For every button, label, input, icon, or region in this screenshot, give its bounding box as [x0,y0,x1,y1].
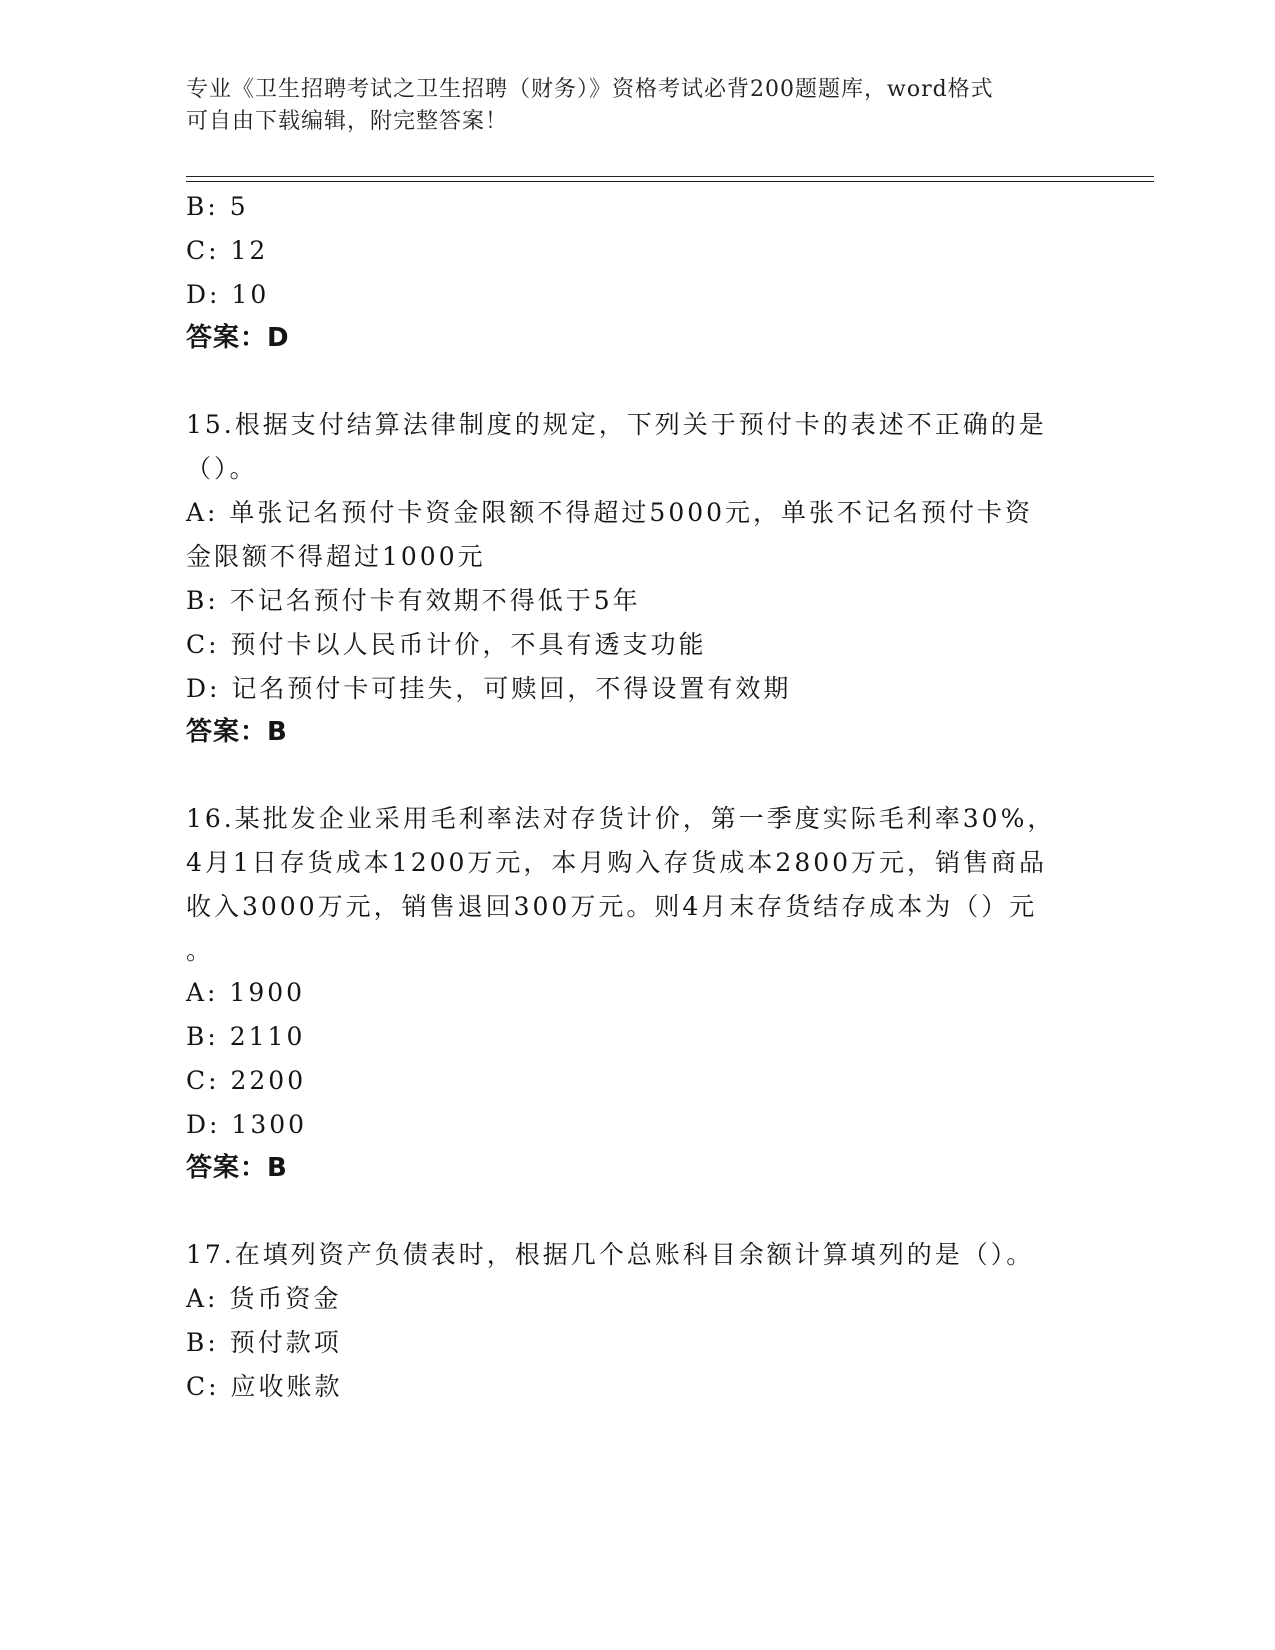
header-title-line-1: 专业《卫生招聘考试之卫生招聘（财务）》资格考试必背200题题库，word格式 [186,77,994,102]
document-header [186,74,1076,138]
q15-option-d: D: 记名预付卡可挂失，可赎回，不得设置有效期 [186,674,792,703]
q16-stem-line-4: 。 [186,936,215,965]
q14-answer: 答案：D [186,323,290,353]
q16-stem-line-2: 4月1日存货成本1200万元，本月购入存货成本2800万元，销售商品 [186,848,1048,877]
q17-stem-line-1: 17.在填列资产负债表时，根据几个总账科目余额计算填列的是（）。 [186,1240,1035,1269]
q16-option-b: B: 2110 [186,1022,306,1051]
q15-option-c: C: 预付卡以人民币计价，不具有透支功能 [186,630,707,659]
q15-stem-line-2: （）。 [186,454,258,483]
header-divider-bottom [186,181,1154,182]
q14-option-b: B: 5 [186,192,249,221]
q15-option-b: B: 不记名预付卡有效期不得低于5年 [186,586,641,615]
q15-stem-line-1: 15.根据支付结算法律制度的规定，下列关于预付卡的表述不正确的是 [186,410,1047,439]
q16-stem-line-1: 16.某批发企业采用毛利率法对存货计价，第一季度实际毛利率30%， [186,804,1056,833]
q16-option-c: C: 2200 [186,1066,307,1095]
header-divider-top [186,176,1154,177]
q17-option-a: A: 货币资金 [186,1284,342,1313]
q16-option-a: A: 1900 [186,978,306,1007]
q16-stem-line-3: 收入3000万元，销售退回300万元。则4月末存货结存成本为（）元 [186,892,1038,921]
header-title-line-2: 可自由下载编辑，附完整答案！ [186,109,509,134]
q16-option-d: D: 1300 [186,1110,308,1139]
q15-option-a-line-2: 金限额不得超过1000元 [186,542,486,571]
q14-option-c: C: 12 [186,236,269,265]
q17-option-c: C: 应收账款 [186,1372,343,1401]
q15-option-a-line-1: A: 单张记名预付卡资金限额不得超过5000元，单张不记名预付卡资 [186,498,1034,527]
q15-answer: 答案：B [186,717,288,747]
q14-option-d: D: 10 [186,280,270,309]
q17-option-b: B: 预付款项 [186,1328,342,1357]
q16-answer: 答案：B [186,1153,288,1183]
